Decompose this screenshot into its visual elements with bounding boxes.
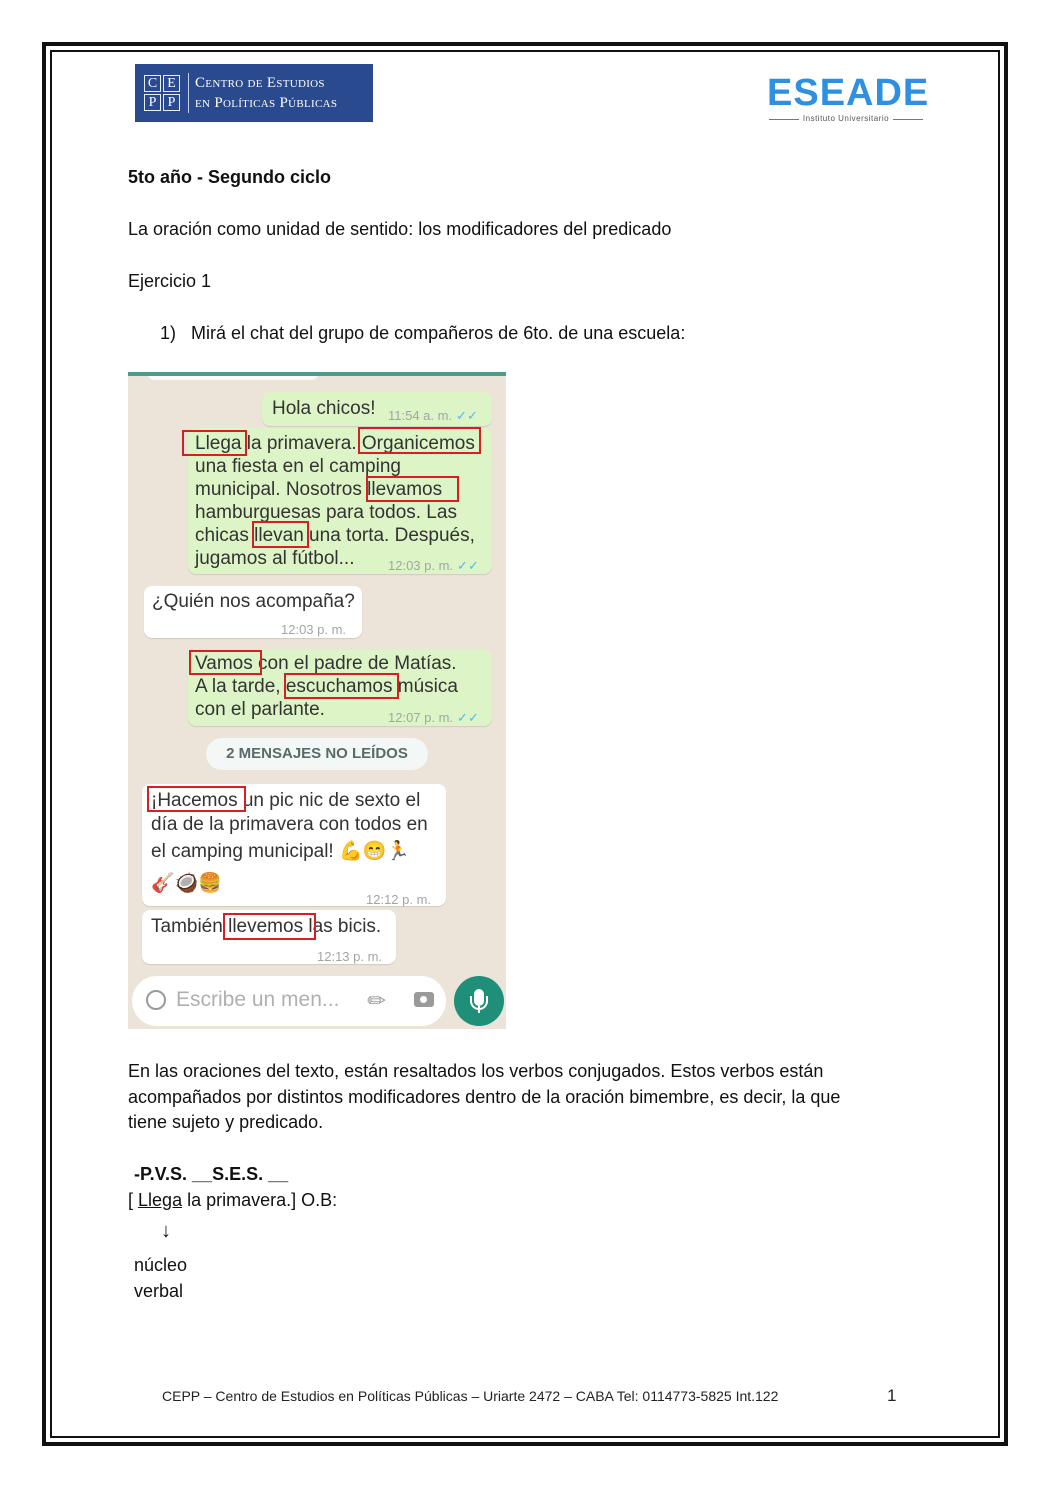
verb-highlight-vamos <box>189 650 262 675</box>
message-text: una fiesta en el camping <box>195 456 401 477</box>
verb-highlight-llega <box>182 430 247 456</box>
analysis-labels: -P.V.S. __S.E.S. __ <box>134 1164 289 1184</box>
message-time: 11:54 a. m. <box>388 408 453 423</box>
page-number: 1 <box>887 1386 897 1405</box>
message-text: chicas llevan una torta. Después, <box>195 525 475 546</box>
paperclip-icon[interactable]: ✎ <box>361 985 393 1017</box>
message-text: ¿Quién nos acompaña? <box>152 591 355 612</box>
page-footer: CEPP – Centro de Estudios en Políticas Públicas – Uriarte 2472 – CABA Tel: 0114773-5825 Int.122 <box>162 1388 779 1404</box>
message-text: También llevemos las bicis. <box>151 916 382 937</box>
verb-highlight-escuchamos <box>284 673 399 699</box>
instruction-text: 1) Mirá el chat del grupo de compañeros de 6to. de una escuela: <box>160 323 686 343</box>
topic-heading: La oración como unidad de sentido: los modificadores del predicado <box>128 219 672 239</box>
cepp-mark-letter: C <box>144 75 161 92</box>
verb-highlight-hacemos <box>147 786 246 812</box>
camera-icon[interactable] <box>414 992 434 1007</box>
cepp-logo <box>135 64 373 122</box>
course-heading: 5to año - Segundo ciclo <box>128 167 332 187</box>
analysis-sentence <box>128 1188 337 1212</box>
cepp-logo-mark <box>144 75 180 111</box>
exercise-heading: Ejercicio 1 <box>128 271 212 291</box>
cepp-logo-line1: Centro de Estudios <box>195 75 325 91</box>
explanation-line-3: tiene sujeto y predicado. <box>128 1112 324 1132</box>
eseade-logo-subtitle: Instituto Universitario <box>767 114 925 123</box>
verb-highlight-llevamos <box>366 476 459 502</box>
arrow-down-icon: ↓ <box>161 1220 171 1242</box>
analysis-open-bracket: [ <box>128 1190 134 1210</box>
double-check-icon: ✓✓ <box>457 710 479 725</box>
double-check-icon: ✓✓ <box>456 408 478 423</box>
cepp-logo-text <box>188 73 337 113</box>
explanation-line-1: En las oraciones del texto, están resaltados los verbos conjugados. Estos verbos están <box>128 1061 824 1081</box>
chat-top-strip <box>128 372 506 376</box>
eseade-logo <box>767 72 930 124</box>
analysis-rest: la primavera.] O.B: <box>182 1190 338 1210</box>
message-time: 12:13 p. m. <box>317 949 383 964</box>
message-time: 12:12 p. m. <box>366 892 432 907</box>
chat-message-in <box>144 586 362 638</box>
cepp-logo-line2: en Políticas Públicas <box>195 95 338 111</box>
message-text: hamburguesas para todos. Las <box>195 502 457 523</box>
message-text: día de la primavera con todos en <box>151 814 428 835</box>
message-text: A la tarde, escuchamos música <box>195 676 458 697</box>
message-emojis: 🎸🥥🍔 <box>151 873 222 894</box>
analysis-note-line2: verbal <box>134 1281 184 1301</box>
message-time: 12:03 p. m. <box>388 558 454 573</box>
message-text: municipal. Nosotros llevamos <box>195 479 443 500</box>
message-text: ¡Hacemos un pic nic de sexto el <box>151 790 421 811</box>
message-text: Llega la primavera. Organicemos <box>195 433 475 454</box>
chat-message-out <box>262 392 492 426</box>
microphone-icon[interactable] <box>454 976 504 1026</box>
unread-messages-label: 2 MENSAJES NO LEÍDOS <box>206 738 428 770</box>
message-text: jugamos al fútbol... <box>195 548 355 569</box>
double-check-icon: ✓✓ <box>457 558 479 573</box>
message-text: Vamos con el padre de Matías. <box>195 653 457 674</box>
cepp-mark-letter: E <box>163 75 180 92</box>
message-time: 12:07 p. m. <box>388 710 454 725</box>
chat-screenshot <box>128 372 506 1029</box>
verb-highlight-llevemos <box>223 913 316 940</box>
verb-highlight-organicemos <box>358 427 481 454</box>
message-text: Hola chicos! <box>272 398 376 419</box>
emoji-icon[interactable] <box>146 990 166 1010</box>
message-input-placeholder: Escribe un men... <box>176 988 340 1011</box>
message-input-bar[interactable] <box>132 976 446 1026</box>
message-text: con el parlante. <box>195 699 325 720</box>
message-time: 12:03 p. m. <box>281 622 347 637</box>
verb-highlight-llevan <box>252 521 309 548</box>
message-text: el camping municipal! 💪😁🏃 <box>151 841 410 862</box>
analysis-verb: Llega <box>138 1190 183 1210</box>
cepp-mark-letter: P <box>144 94 161 111</box>
analysis-note-line1: núcleo <box>134 1255 188 1275</box>
explanation-line-2: acompañados por distintos modificadores dentro de la oración bimembre, es decir, la que <box>128 1087 841 1107</box>
eseade-logo-name: ESEADE <box>767 72 930 114</box>
cepp-mark-letter: P <box>163 94 180 111</box>
